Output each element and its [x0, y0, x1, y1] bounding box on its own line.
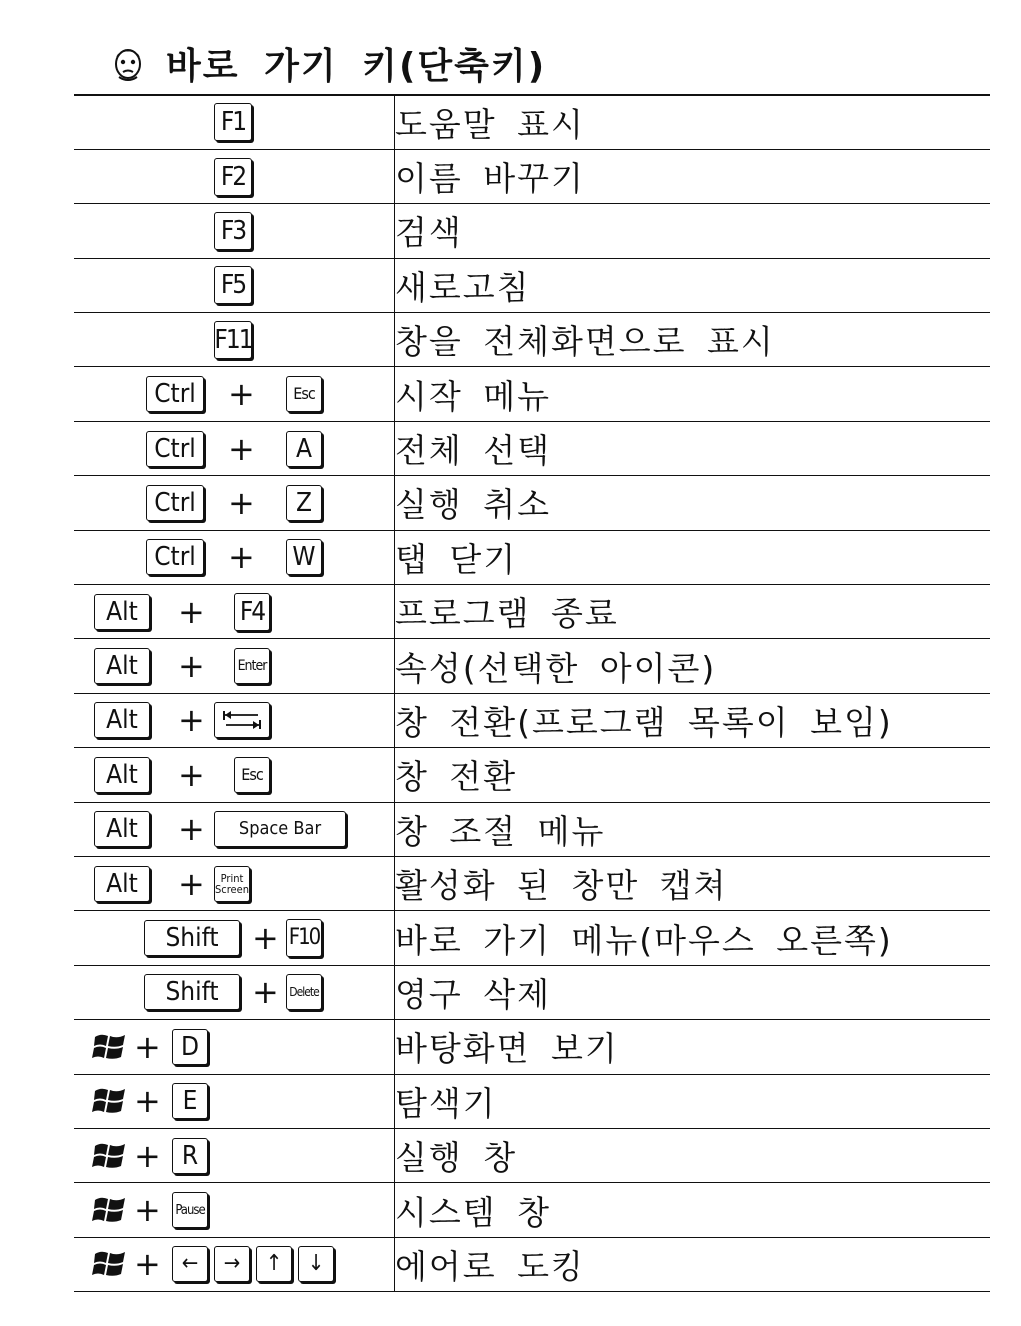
- table-row: [74, 1183, 990, 1237]
- key-alt: Alt: [94, 594, 150, 630]
- windows-logo-icon: [92, 1192, 128, 1228]
- key-combo-cell: [74, 856, 395, 910]
- shortcut-description: 도움말 표시: [395, 95, 991, 149]
- key-r: R: [172, 1138, 208, 1174]
- plus-sign: +: [134, 1027, 161, 1066]
- key-f1: F1: [214, 103, 252, 141]
- table-row: [74, 965, 990, 1019]
- windows-logo-icon: [92, 1246, 128, 1282]
- key-combo-cell: [74, 1020, 395, 1074]
- key-arrow-left: ←: [172, 1246, 208, 1282]
- plus-sign: +: [252, 919, 279, 958]
- table-row: [74, 95, 990, 149]
- shortcut-description: 창을 전체화면으로 표시: [395, 313, 991, 367]
- table-row: [74, 313, 990, 367]
- key-combo-cell: [74, 1183, 395, 1237]
- face-icon: [108, 43, 148, 83]
- key-combo-cell: [74, 585, 395, 639]
- key-arrow-down: ↓: [298, 1246, 334, 1282]
- tab-arrows-icon: [220, 708, 264, 732]
- table-row: [74, 530, 990, 584]
- table-row: [74, 639, 990, 693]
- plus-sign: +: [228, 538, 255, 577]
- key-print-label: Print: [220, 871, 244, 885]
- shortcut-description: 바로 가기 메뉴(마우스 오른쪽): [395, 911, 991, 965]
- plus-sign: +: [178, 592, 205, 631]
- table-row: [74, 1074, 990, 1128]
- key-alt: Alt: [94, 757, 150, 793]
- table-row: [74, 367, 990, 421]
- table-row: [74, 258, 990, 312]
- table-row: [74, 856, 990, 910]
- table-row: [74, 911, 990, 965]
- key-a: A: [286, 431, 322, 467]
- key-combo-cell: [74, 204, 395, 258]
- shortcut-description: 새로고침: [395, 258, 991, 312]
- table-row: [74, 476, 990, 530]
- key-combo-cell: [74, 476, 395, 530]
- table-row: [74, 1128, 990, 1182]
- shortcut-description: 시작 메뉴: [395, 367, 991, 421]
- key-f2: F2: [214, 158, 252, 196]
- key-arrow-up: ↑: [256, 1246, 292, 1282]
- key-arrow-right: →: [214, 1246, 250, 1282]
- key-combo-cell: [74, 1237, 395, 1291]
- page-title-block: [108, 38, 546, 88]
- shortcut-description: 탭 닫기: [395, 530, 991, 584]
- key-combo-cell: [74, 530, 395, 584]
- shortcut-description: 바탕화면 보기: [395, 1020, 991, 1074]
- shortcut-description: 실행 창: [395, 1128, 991, 1182]
- key-pause: Pause: [172, 1192, 208, 1228]
- key-f4: F4: [234, 593, 270, 631]
- key-f5: F5: [214, 266, 252, 304]
- key-alt: Alt: [94, 702, 150, 738]
- shortcut-description: 검색: [395, 204, 991, 258]
- table-row: [74, 1237, 990, 1291]
- key-combo-cell: [74, 911, 395, 965]
- plus-sign: +: [228, 429, 255, 468]
- key-combo-cell: [74, 367, 395, 421]
- table-row: [74, 585, 990, 639]
- plus-sign: +: [178, 810, 205, 849]
- key-ctrl: Ctrl: [146, 376, 204, 412]
- key-screen-label: Screen: [215, 882, 250, 896]
- shortcut-description: 에어로 도킹: [395, 1237, 991, 1291]
- key-w: W: [286, 539, 322, 575]
- plus-sign: +: [178, 701, 205, 740]
- key-esc: Esc: [286, 376, 322, 412]
- shortcut-table: [74, 94, 990, 1292]
- plus-sign: +: [228, 483, 255, 522]
- key-alt: Alt: [94, 866, 150, 902]
- key-delete: Delete: [286, 974, 322, 1010]
- plus-sign: +: [252, 973, 279, 1012]
- key-esc: Esc: [234, 757, 270, 793]
- key-d: D: [172, 1029, 208, 1065]
- key-f10: F10: [286, 919, 322, 957]
- key-combo-cell: [74, 965, 395, 1019]
- key-combo-cell: [74, 149, 395, 203]
- key-combo-cell: [74, 748, 395, 802]
- windows-logo-icon: [92, 1083, 128, 1119]
- key-space-bar: Space Bar: [214, 811, 346, 847]
- key-e: E: [172, 1083, 208, 1119]
- shortcut-description: 창 전환(프로그램 목록이 보임): [395, 693, 991, 747]
- table-row: [74, 1020, 990, 1074]
- shortcut-description: 활성화 된 창만 캡쳐: [395, 856, 991, 910]
- key-alt: Alt: [94, 811, 150, 847]
- key-combo-cell: [74, 693, 395, 747]
- key-combo-cell: [74, 313, 395, 367]
- plus-sign: +: [178, 864, 205, 903]
- key-combo-cell: [74, 1128, 395, 1182]
- key-enter: Enter: [234, 648, 270, 684]
- table-row: [74, 421, 990, 475]
- key-print-screen: [214, 866, 250, 902]
- key-tab: [214, 702, 270, 738]
- key-combo-cell: [74, 639, 395, 693]
- shortcut-description: 전체 선택: [395, 421, 991, 475]
- shortcut-description: 이름 바꾸기: [395, 149, 991, 203]
- key-ctrl: Ctrl: [146, 539, 204, 575]
- shortcut-description: 프로그램 종료: [395, 585, 991, 639]
- key-z: Z: [286, 485, 322, 521]
- key-combo-cell: [74, 95, 395, 149]
- plus-sign: +: [134, 1136, 161, 1175]
- table-row: [74, 693, 990, 747]
- shortcut-description: 실행 취소: [395, 476, 991, 530]
- plus-sign: +: [134, 1245, 161, 1284]
- key-f3: F3: [214, 212, 252, 250]
- key-combo-cell: [74, 258, 395, 312]
- shortcut-description: 탐색기: [395, 1074, 991, 1128]
- plus-sign: +: [178, 755, 205, 794]
- key-shift: Shift: [144, 920, 240, 956]
- plus-sign: +: [228, 375, 255, 414]
- table-row: [74, 802, 990, 856]
- key-shift: Shift: [144, 974, 240, 1010]
- shortcut-description: 속성(선택한 아이콘): [395, 639, 991, 693]
- key-combo-cell: [74, 1074, 395, 1128]
- plus-sign: +: [134, 1082, 161, 1121]
- page-title: 바로 가기 키(단축키): [166, 45, 547, 87]
- shortcut-description: 시스템 창: [395, 1183, 991, 1237]
- key-combo-cell: [74, 421, 395, 475]
- windows-logo-icon: [92, 1029, 128, 1065]
- key-combo-cell: [74, 802, 395, 856]
- key-alt: Alt: [94, 648, 150, 684]
- table-row: [74, 149, 990, 203]
- plus-sign: +: [178, 647, 205, 686]
- shortcut-description: 창 조절 메뉴: [395, 802, 991, 856]
- shortcut-description: 창 전환: [395, 748, 991, 802]
- key-f11: F11: [214, 321, 252, 359]
- windows-logo-icon: [92, 1138, 128, 1174]
- plus-sign: +: [134, 1191, 161, 1229]
- table-row: [74, 748, 990, 802]
- key-ctrl: Ctrl: [146, 485, 204, 521]
- shortcut-description: 영구 삭제: [395, 965, 991, 1019]
- table-row: [74, 204, 990, 258]
- key-ctrl: Ctrl: [146, 431, 204, 467]
